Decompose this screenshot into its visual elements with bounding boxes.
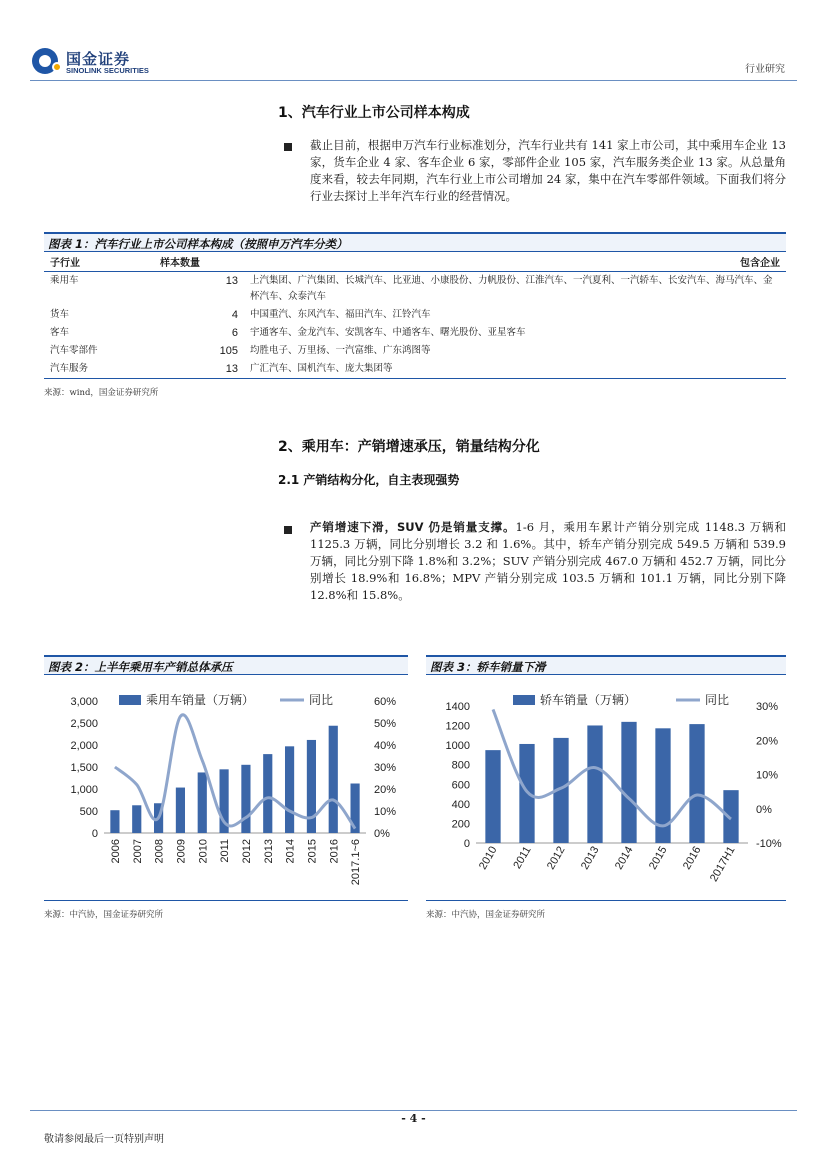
cell-count: 13 bbox=[225, 274, 238, 287]
legend-bar-swatch bbox=[119, 695, 141, 705]
legend-bar-label: 乘用车销量（万辆） bbox=[146, 693, 255, 707]
bar bbox=[241, 765, 250, 833]
y-tick-right-label: 50% bbox=[374, 718, 397, 730]
y-tick-left-label: 200 bbox=[451, 818, 470, 831]
bar bbox=[285, 746, 294, 833]
y-tick-right-label: 10% bbox=[756, 769, 779, 782]
cell-count: 13 bbox=[154, 360, 244, 379]
bar bbox=[587, 725, 602, 843]
cell-count: 105 bbox=[219, 344, 238, 357]
cell-companies: 中国重汽、东风汽车、福田汽车、江铃汽车 bbox=[250, 308, 431, 320]
y-tick-left-label: 3,000 bbox=[70, 696, 98, 708]
section-1-paragraph: 截止目前，根据申万汽车行业标准划分，汽车行业共有 141 家上市公司，其中乘用车企业 13 家，货车企业 4 家、客车企业 6 家，零部件企业 105 家，汽车服务类企业 13 家。从总量角度来看，较去年同期，汽车行业上市公司增加 24 家，集中在汽车零部件领域。下面我们将分行业去探讨上半年汽车行业的经营情况。 bbox=[310, 138, 786, 203]
header-divider bbox=[30, 80, 797, 81]
x-tick-label: 2017.1~6 bbox=[350, 839, 363, 886]
section-2-title: 2、乘用车：产销增速承压，销量结构分化 bbox=[278, 439, 540, 455]
cell-companies: 均胜电子、万里扬、一汽富维、广东鸿图等 bbox=[250, 344, 431, 356]
page-number: - 4 - bbox=[401, 1112, 426, 1125]
y-tick-left-label: 400 bbox=[451, 798, 470, 811]
x-tick-label: 2013 bbox=[262, 839, 275, 864]
x-tick-label: 2016 bbox=[328, 839, 341, 864]
figure-2-source: 来源：中汽协，国金证券研究所 bbox=[44, 910, 164, 920]
cell-count: 6 bbox=[231, 326, 238, 339]
legend-line-label: 同比 bbox=[705, 693, 730, 707]
x-tick-label: 2015 bbox=[306, 839, 319, 864]
y-tick-right-label: 30% bbox=[756, 701, 779, 713]
chart-passenger-car-sales bbox=[44, 677, 408, 901]
cell-count: 4 bbox=[231, 308, 238, 321]
page-header bbox=[30, 42, 797, 82]
y-tick-right-label: 20% bbox=[756, 735, 779, 748]
y-tick-left-label: 1,500 bbox=[70, 762, 98, 774]
figure-2-title-bar bbox=[44, 655, 408, 675]
figure-1-source: 来源：wind，国金证券研究所 bbox=[44, 388, 159, 398]
cell-sector: 货车 bbox=[50, 308, 70, 320]
yoy-line bbox=[115, 715, 355, 829]
y-tick-right-label: 10% bbox=[374, 806, 397, 818]
figure-3-source: 来源：中汽协，国金证券研究所 bbox=[426, 910, 546, 920]
table-header-row bbox=[44, 253, 786, 271]
y-tick-left-label: 500 bbox=[79, 806, 98, 818]
paragraph-body: 1-6 月，乘用车累计产销分别完成 1148.3 万辆和 1125.3 万辆，同比分别增长 3.2 和 1.6%。其中，轿车产销分别完成 549.5 万辆和 539.9 万辆，同比分别下降 1.8%和 3.2%；SUV 产销分别完成 467.0 万辆和 452.7 万辆，同比分别增长 18.9%和 16.8%；MPV 产销分别完成 103.5 万辆和 101.1 万辆，同比分别下降 12.8%和 15.8%。 bbox=[310, 520, 786, 602]
cell-sector: 汽车零部件 bbox=[50, 344, 98, 356]
x-tick-label: 2011 bbox=[511, 844, 534, 871]
x-tick-label: 2014 bbox=[612, 844, 636, 872]
figure-1-title: 图表 1：汽车行业上市公司样本构成（按照申万汽车分类） bbox=[48, 237, 348, 251]
table-row bbox=[44, 324, 786, 342]
y-tick-right-label: 20% bbox=[374, 784, 397, 796]
figure-3-title: 图表 3：轿车销量下滑 bbox=[430, 660, 546, 674]
sample-composition-table bbox=[44, 253, 786, 379]
x-tick-label: 2007 bbox=[131, 839, 144, 864]
y-tick-left-label: 1200 bbox=[445, 720, 470, 733]
bar bbox=[723, 790, 738, 843]
col-header-count: 样本数量 bbox=[154, 253, 244, 271]
footer-divider bbox=[30, 1110, 797, 1111]
y-tick-left-label: 800 bbox=[451, 759, 470, 772]
bullet-icon bbox=[284, 526, 292, 534]
section-1-title: 1、汽车行业上市公司样本构成 bbox=[278, 105, 470, 121]
x-tick-label: 2012 bbox=[240, 839, 253, 864]
bar bbox=[621, 722, 636, 843]
y-tick-left-label: 0 bbox=[91, 828, 98, 840]
y-tick-right-label: 30% bbox=[374, 762, 397, 774]
y-tick-right-label: 60% bbox=[374, 696, 397, 708]
bar bbox=[329, 726, 338, 833]
company-logo bbox=[30, 44, 190, 78]
y-tick-left-label: 0 bbox=[463, 838, 470, 850]
x-tick-label: 2006 bbox=[109, 839, 122, 864]
y-tick-left-label: 1000 bbox=[445, 740, 470, 753]
x-tick-label: 2010 bbox=[197, 839, 210, 864]
logo-text-cn: 国金证券 bbox=[66, 50, 131, 68]
y-tick-left-label: 2,500 bbox=[70, 718, 98, 730]
bar bbox=[689, 724, 704, 843]
report-type-label: 行业研究 bbox=[745, 64, 785, 75]
figure-2-title: 图表 2：上半年乘用车产销总体承压 bbox=[48, 660, 233, 674]
chart-sedan-sales bbox=[426, 677, 786, 901]
figure-3-title-bar bbox=[426, 655, 786, 675]
bar bbox=[198, 772, 207, 833]
cell-sector: 客车 bbox=[50, 326, 70, 338]
legend-bar-swatch bbox=[513, 695, 535, 705]
col-header-companies: 包含企业 bbox=[244, 253, 786, 271]
x-tick-label: 2013 bbox=[578, 844, 602, 872]
table-row bbox=[44, 306, 786, 324]
bar bbox=[132, 805, 141, 833]
x-tick-label: 2009 bbox=[175, 839, 188, 864]
table-row bbox=[44, 360, 786, 379]
y-tick-left-label: 1400 bbox=[445, 701, 470, 713]
chart-2-svg bbox=[426, 677, 786, 901]
figure-1-title-bar bbox=[44, 232, 786, 252]
cell-companies: 上汽集团、广汽集团、长城汽车、比亚迪、小康股份、力帆股份、江淮汽车、一汽夏利、一汽轿车、长安汽车、海马汽车、金杯汽车、众泰汽车 bbox=[250, 274, 773, 302]
legend-bar-label: 轿车销量（万辆） bbox=[540, 693, 637, 707]
x-tick-label: 2008 bbox=[153, 839, 166, 864]
x-tick-label: 2014 bbox=[284, 839, 297, 864]
y-tick-left-label: 600 bbox=[451, 779, 470, 792]
bullet-icon bbox=[284, 143, 292, 151]
x-tick-label: 2016 bbox=[680, 844, 704, 872]
cell-sector: 汽车服务 bbox=[44, 360, 154, 379]
bar bbox=[176, 788, 185, 833]
y-tick-left-label: 2,000 bbox=[70, 740, 98, 752]
x-tick-label: 2017H1 bbox=[707, 844, 738, 884]
y-tick-left-label: 1,000 bbox=[70, 784, 98, 796]
section-2-paragraph bbox=[310, 519, 786, 604]
bar bbox=[263, 754, 272, 833]
disclaimer-note: 敬请参阅最后一页特别声明 bbox=[44, 1134, 164, 1145]
y-tick-right-label: 40% bbox=[374, 740, 397, 752]
table-row bbox=[44, 271, 786, 306]
x-tick-label: 2011 bbox=[219, 839, 232, 863]
x-tick-label: 2012 bbox=[544, 844, 568, 872]
col-header-sector: 子行业 bbox=[44, 253, 154, 271]
y-tick-right-label: 0% bbox=[374, 828, 390, 840]
x-tick-label: 2015 bbox=[646, 844, 670, 872]
cell-companies: 广汇汽车、国机汽车、庞大集团等 bbox=[244, 360, 786, 379]
bar bbox=[110, 810, 119, 833]
paragraph-lead: 产销增速下滑，SUV 仍是销量支撑。 bbox=[310, 520, 516, 534]
x-tick-label: 2010 bbox=[476, 844, 500, 872]
bar bbox=[485, 750, 500, 843]
legend-line-label: 同比 bbox=[309, 693, 334, 707]
y-tick-right-label: 0% bbox=[756, 803, 772, 816]
logo-text-en: SINOLINK SECURITIES bbox=[66, 66, 149, 75]
y-tick-right-label: -10% bbox=[756, 838, 782, 850]
cell-sector: 乘用车 bbox=[50, 274, 79, 286]
section-2-1-subtitle: 2.1 产销结构分化，自主表现强势 bbox=[278, 473, 460, 487]
chart-1-svg bbox=[44, 677, 408, 901]
table-row bbox=[44, 342, 786, 360]
cell-companies: 宇通客车、金龙汽车、安凯客车、中通客车、曙光股份、亚星客车 bbox=[250, 326, 526, 338]
